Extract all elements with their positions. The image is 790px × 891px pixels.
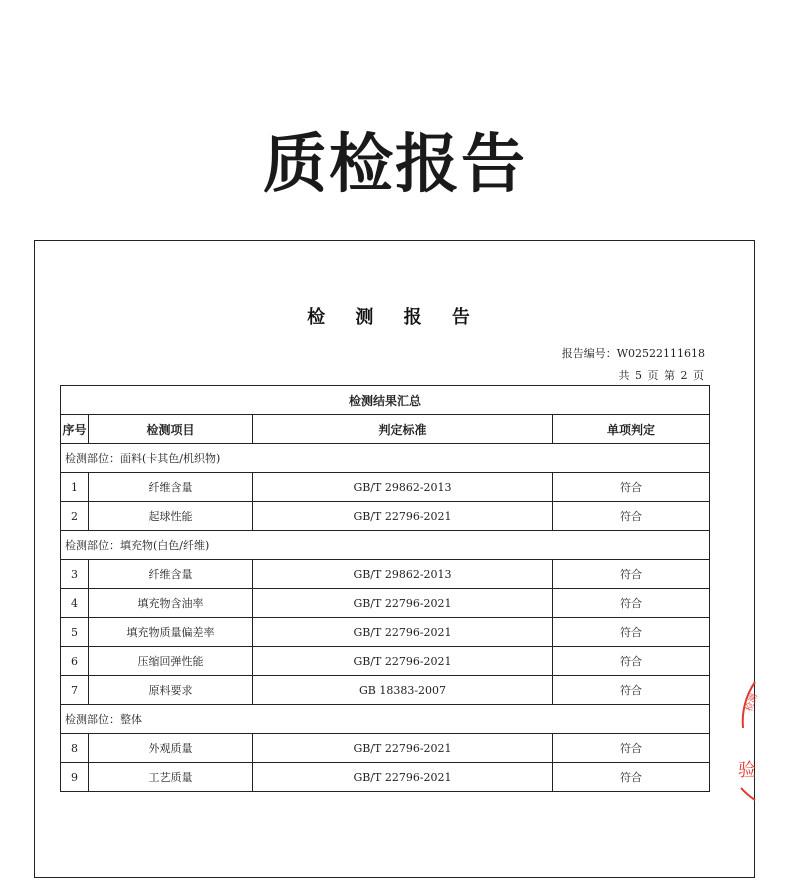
cell-no: 6 <box>61 647 89 676</box>
page-info: 共 5 页 第 2 页 <box>618 369 705 382</box>
report-document <box>34 240 755 878</box>
header-standard: 判定标准 <box>253 415 553 444</box>
header-no: 序号 <box>61 415 89 444</box>
section-label: 检测部位：填充物(白色/纤维) <box>61 531 710 560</box>
cell-verdict: 符合 <box>553 676 710 705</box>
cell-standard: GB/T 22796-2021 <box>253 734 553 763</box>
cell-no: 4 <box>61 589 89 618</box>
cell-no: 7 <box>61 676 89 705</box>
cell-standard: GB/T 22796-2021 <box>253 647 553 676</box>
cell-item: 纤维含量 <box>89 473 253 502</box>
cell-verdict: 符合 <box>553 560 710 589</box>
cell-standard: GB/T 29862-2013 <box>253 560 553 589</box>
section-row <box>61 444 710 473</box>
cell-item: 填充物含油率 <box>89 589 253 618</box>
page-title: 质检报告 <box>263 128 527 202</box>
cell-item: 纤维含量 <box>89 560 253 589</box>
document-title: 检 测 报 告 <box>307 307 482 328</box>
cell-item: 工艺质量 <box>89 763 253 792</box>
cell-verdict: 符合 <box>553 763 710 792</box>
section-row <box>61 531 710 560</box>
table-row <box>61 734 710 763</box>
table-row <box>61 560 710 589</box>
table-row <box>61 618 710 647</box>
table-header-row <box>61 415 710 444</box>
table-caption-row <box>61 386 710 415</box>
cell-no: 2 <box>61 502 89 531</box>
report-number: 报告编号：W02522111618 <box>561 347 705 360</box>
table-row <box>61 589 710 618</box>
cell-no: 8 <box>61 734 89 763</box>
cell-item: 压缩回弹性能 <box>89 647 253 676</box>
table-row <box>61 647 710 676</box>
cell-verdict: 符合 <box>553 473 710 502</box>
header-verdict: 单项判定 <box>553 415 710 444</box>
cell-standard: GB/T 22796-2021 <box>253 763 553 792</box>
inspection-stamp <box>735 676 775 806</box>
cell-no: 1 <box>61 473 89 502</box>
results-summary-table <box>60 385 710 792</box>
cell-item: 填充物质量偏差率 <box>89 618 253 647</box>
cell-verdict: 符合 <box>553 618 710 647</box>
section-label: 检测部位：面料(卡其色/机织物) <box>61 444 710 473</box>
cell-verdict: 符合 <box>553 647 710 676</box>
cell-standard: GB 18383-2007 <box>253 676 553 705</box>
cell-standard: GB/T 22796-2021 <box>253 618 553 647</box>
cell-verdict: 符合 <box>553 734 710 763</box>
section-row <box>61 705 710 734</box>
stamp-text: 验 <box>738 760 756 781</box>
cell-no: 5 <box>61 618 89 647</box>
table-caption: 检测结果汇总 <box>61 386 710 415</box>
table-row <box>61 676 710 705</box>
cell-standard: GB/T 22796-2021 <box>253 589 553 618</box>
cell-no: 3 <box>61 560 89 589</box>
section-label: 检测部位：整体 <box>61 705 710 734</box>
cell-verdict: 符合 <box>553 589 710 618</box>
cell-verdict: 符合 <box>553 502 710 531</box>
table-row <box>61 502 710 531</box>
table-row <box>61 473 710 502</box>
cell-item: 起球性能 <box>89 502 253 531</box>
table-row <box>61 763 710 792</box>
cell-standard: GB/T 29862-2013 <box>253 473 553 502</box>
cell-standard: GB/T 22796-2021 <box>253 502 553 531</box>
cell-item: 外观质量 <box>89 734 253 763</box>
cell-no: 9 <box>61 763 89 792</box>
svg-text:检测: 检测 <box>744 692 760 714</box>
header-item: 检测项目 <box>89 415 253 444</box>
cell-item: 原料要求 <box>89 676 253 705</box>
